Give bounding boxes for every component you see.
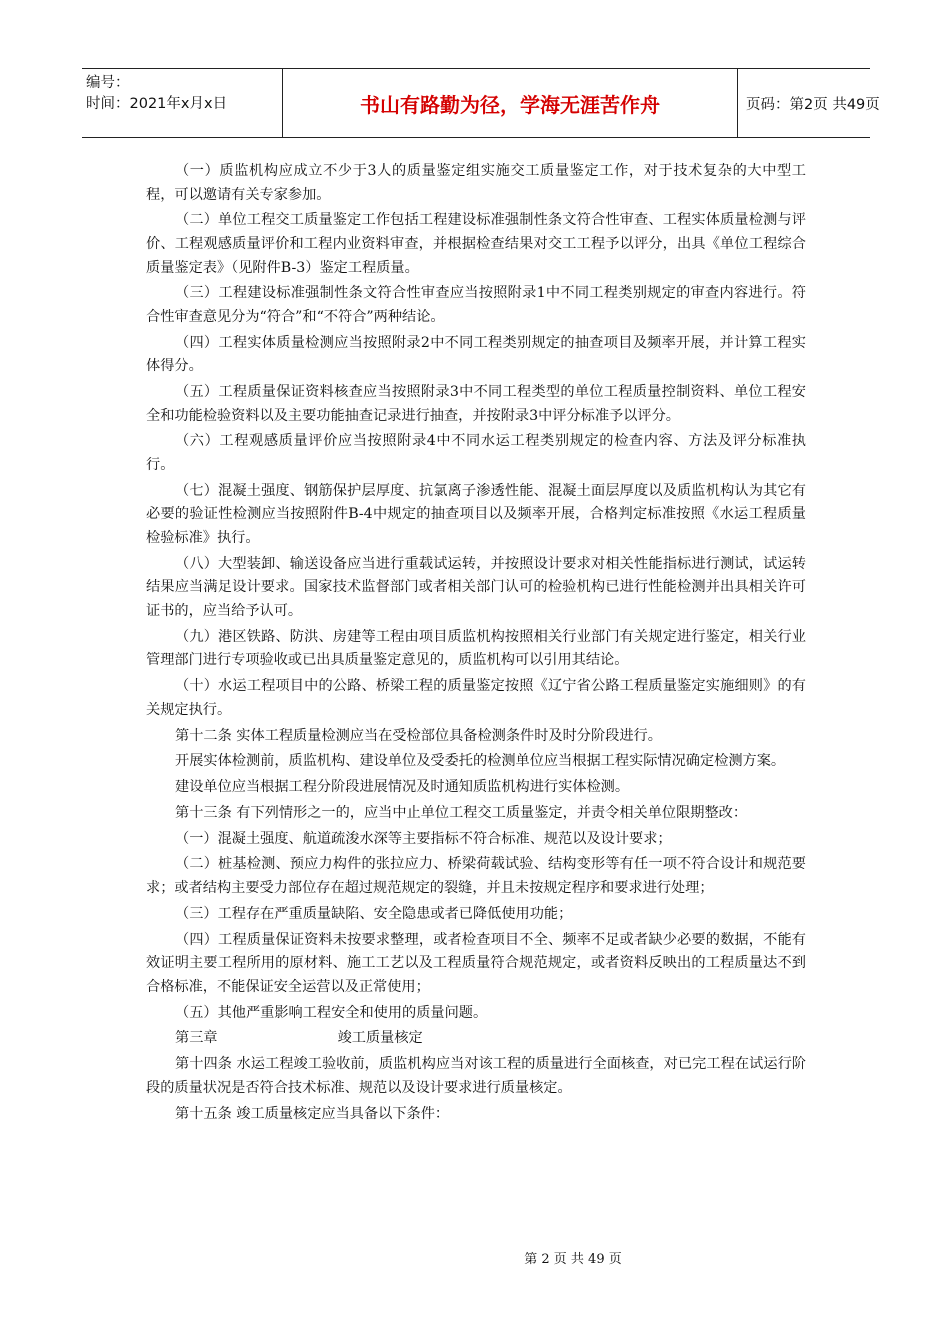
- body-paragraph: 建设单位应当根据工程分阶段进展情况及时通知质监机构进行实体检测。: [175, 779, 630, 796]
- body-paragraph: 开展实体检测前，质监机构、建设单位及受委托的检测单位应当根据工程实际情况确定检测方案。: [175, 753, 786, 770]
- body-paragraph: （九）港区铁路、防洪、房建等工程由项目质监机构按照相关行业部门有关规定进行鉴定，相关行业管理部门进行专项验收或已出具质量鉴定意见的，质监机构可以引用其结论。: [146, 628, 806, 669]
- body-paragraph: （一）质监机构应成立不少于3人的质量鉴定组实施交工质量鉴定工作，对于技术复杂的大中型工程，可以邀请有关专家参加。: [146, 163, 806, 203]
- document-body: [146, 160, 806, 1128]
- body-paragraph: （五）工程质量保证资料核查应当按照附录3中不同工程类型的单位工程质量控制资料、单位工程安全和功能检验资料以及主要功能抽查记录进行抽查，并按附录3中评分标准予以评分。: [146, 384, 806, 424]
- article-15: 第十五条 竣工质量核定应当具备以下条件：: [175, 1105, 450, 1122]
- body-paragraph: （二）单位工程交工质量鉴定工作包括工程建设标准强制性条文符合性审查、工程实体质量检测与评价、工程观感质量评价和工程内业资料审查，并根据检查结果对交工工程予以评分，出具《单位工程综合质量鉴定表》（见附件B-3）鉴定工程质量。: [146, 212, 806, 276]
- header-meta: [82, 69, 283, 137]
- body-paragraph: （五）其他严重影响工程安全和使用的质量问题。: [175, 1004, 488, 1021]
- body-paragraph: （六）工程观感质量评价应当按照附录4中不同水运工程类别规定的检查内容、方法及评分标准执行。: [146, 433, 806, 474]
- chapter-number: 第三章: [175, 1030, 218, 1047]
- body-paragraph: （四）工程质量保证资料未按要求整理，或者检查项目不全、频率不足或者缺少必要的数据，不能有效证明主要工程所用的原材料、施工工艺以及工程质量符合规范规定，或者资料反映出的工程质量达不到合格标准，不能保证安全运营以及正常使用；: [146, 931, 806, 995]
- chapter-title: 竣工质量核定: [337, 1030, 423, 1047]
- article-14: 第十四条 水运工程竣工验收前，质监机构应当对该工程的质量进行全面核查，对已完工程在试运行阶段的质量状况是否符合技术标准、规范以及设计要求进行质量核定。: [146, 1056, 806, 1096]
- article-13: 第十三条 有下列情形之一的，应当中止单位工程交工质量鉴定，并责令相关单位限期整改：: [175, 804, 748, 821]
- page-header: [82, 68, 880, 138]
- header-page-label: 页码：第2页 共49页: [746, 96, 880, 113]
- body-paragraph: （二）桩基检测、预应力构件的张拉应力、桥梁荷载试验、结构变形等有任一项不符合设计和规范要求；或者结构主要受力部位存在超过规范规定的裂缝，并且未按规定程序和要求进行处理；: [146, 856, 806, 897]
- body-paragraph: （十）水运工程项目中的公路、桥梁工程的质量鉴定按照《辽宁省公路工程质量鉴定实施细则》的有关规定执行。: [146, 678, 806, 718]
- body-paragraph: （四）工程实体质量检测应当按照附录2中不同工程类别规定的抽查项目及频率开展，并计算工程实体得分。: [146, 334, 806, 375]
- page-footer: 第 2 页 共 49 页: [524, 1252, 622, 1267]
- chapter-heading: [146, 1027, 806, 1051]
- body-paragraph: （一）混凝土强度、航道疏浚水深等主要指标不符合标准、规范以及设计要求；: [175, 830, 672, 847]
- body-paragraph: （三）工程存在严重质量缺陷、安全隐患或者已降低使用功能；: [175, 905, 573, 922]
- article-12: 第十二条 实体工程质量检测应当在受检部位具备检测条件时及时分阶段进行。: [175, 727, 662, 744]
- body-paragraph: （七）混凝土强度、钢筋保护层厚度、抗氯离子渗透性能、混凝土面层厚度以及质监机构认为其它有必要的验证性检测应当按照附件B-4中规定的抽查项目以及频率开展，合格判定标准按照《水运工程质量检验标准》执行。: [146, 482, 806, 547]
- body-paragraph: （八）大型装卸、输送设备应当进行重载试运转，并按照设计要求对相关性能指标进行测试，试运转结果应当满足设计要求。国家技术监督部门或者相关部门认可的检验机构已进行性能检测并出具相关许可证书的，应当给予认可。: [146, 555, 806, 619]
- document-number-label: 编号：: [86, 75, 130, 91]
- body-paragraph: （三）工程建设标准强制性条文符合性审查应当按照附录1中不同工程类别规定的审查内容进行。符合性审查意见分为“符合”和“不符合”两种结论。: [146, 285, 806, 325]
- header-motto: 书山有路勤为径，学海无涯苦作舟: [283, 69, 738, 137]
- document-time-label: 时间：2021年x月x日: [86, 96, 228, 112]
